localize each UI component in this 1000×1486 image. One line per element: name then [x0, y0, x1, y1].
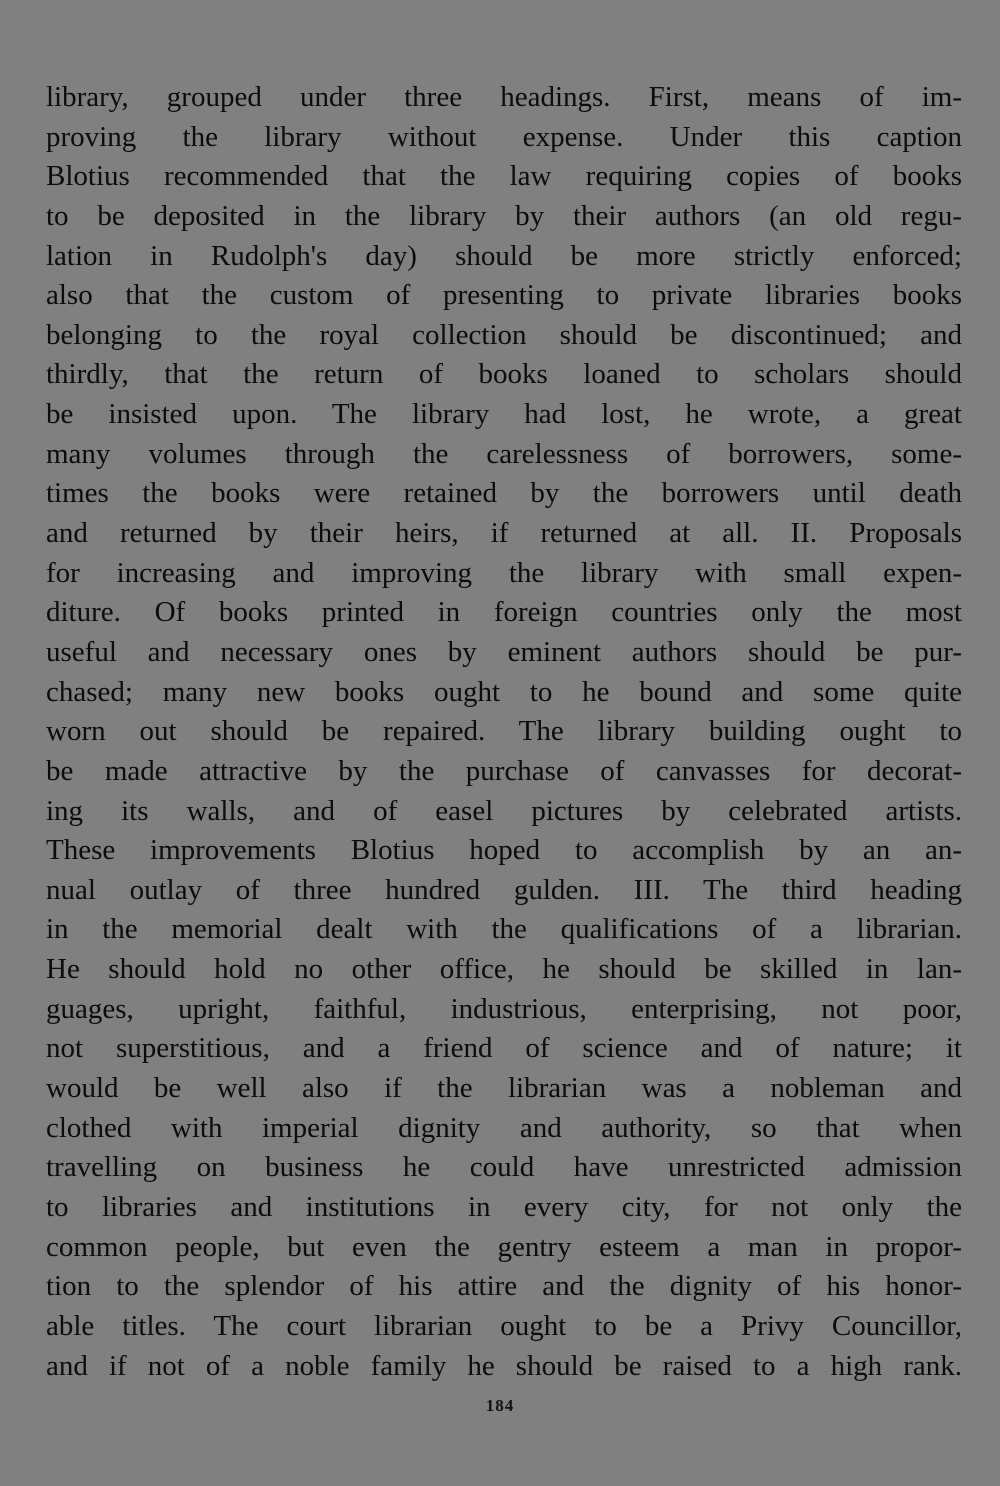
text-line: common people, but even the gentry esteem a man in propor- [46, 1230, 962, 1263]
text-line: and returned by their heirs, if returned at all. II. Proposals [46, 517, 962, 550]
text-line: proving the library without expense. Under this caption [46, 120, 962, 153]
text-line: lation in Rudolph's day) should be more strictly enforced; [46, 239, 962, 272]
text-line: guages, upright, faithful, industrious, enterprising, not poor, [46, 992, 962, 1025]
text-line: diture. Of books printed in foreign countries only the most [46, 596, 962, 629]
text-line: ing its walls, and of easel pictures by celebrated artists. [46, 794, 962, 827]
text-line: not superstitious, and a friend of science and of nature; it [46, 1032, 962, 1065]
text-line: be made attractive by the purchase of canvasses for decorat- [46, 754, 962, 787]
text-line: nual outlay of three hundred gulden. III. The third heading [46, 873, 962, 906]
text-line: chased; many new books ought to he bound and some quite [46, 675, 962, 708]
text-line: many volumes through the carelessness of borrowers, some- [46, 437, 962, 470]
text-line: thirdly, that the return of books loaned to scholars should [46, 358, 962, 391]
text-line: belonging to the royal collection should be discontinued; and [46, 318, 962, 351]
text-line: library, grouped under three headings. First, means of im- [46, 81, 962, 113]
text-line: times the books were retained by the borrowers until death [46, 477, 962, 510]
text-line: worn out should be repaired. The library building ought to [46, 715, 962, 748]
text-line: would be well also if the librarian was a nobleman and [46, 1072, 962, 1105]
text-line: to libraries and institutions in every city, for not only the [46, 1190, 962, 1223]
text-line: able titles. The court librarian ought to be a Privy Councillor, [46, 1309, 962, 1342]
page-number: 184 [485, 1396, 515, 1415]
text-line: clothed with imperial dignity and authority, so that when [46, 1111, 962, 1144]
text-line: in the memorial dealt with the qualifications of a librarian. [46, 913, 962, 946]
text-line: tion to the splendor of his attire and the dignity of his honor- [46, 1270, 962, 1303]
text-line: also that the custom of presenting to private libraries books [46, 279, 962, 312]
page-body [46, 78, 962, 1386]
text-line: useful and necessary ones by eminent authors should be pur- [46, 635, 962, 668]
text-line: travelling on business he could have unrestricted admission [46, 1151, 962, 1184]
text-line: Blotius recommended that the law requiring copies of books [46, 160, 962, 193]
text-line: be insisted upon. The library had lost, he wrote, a great [46, 398, 962, 431]
text-line: These improvements Blotius hoped to accomplish by an an- [46, 834, 962, 867]
text-line: He should hold no other office, he should be skilled in lan- [46, 953, 962, 986]
text-line: and if not of a noble family he should be raised to a high rank. [46, 1349, 962, 1382]
text-line: for increasing and improving the library with small expen- [46, 556, 962, 589]
text-line: to be deposited in the library by their authors (an old regu- [46, 199, 962, 232]
